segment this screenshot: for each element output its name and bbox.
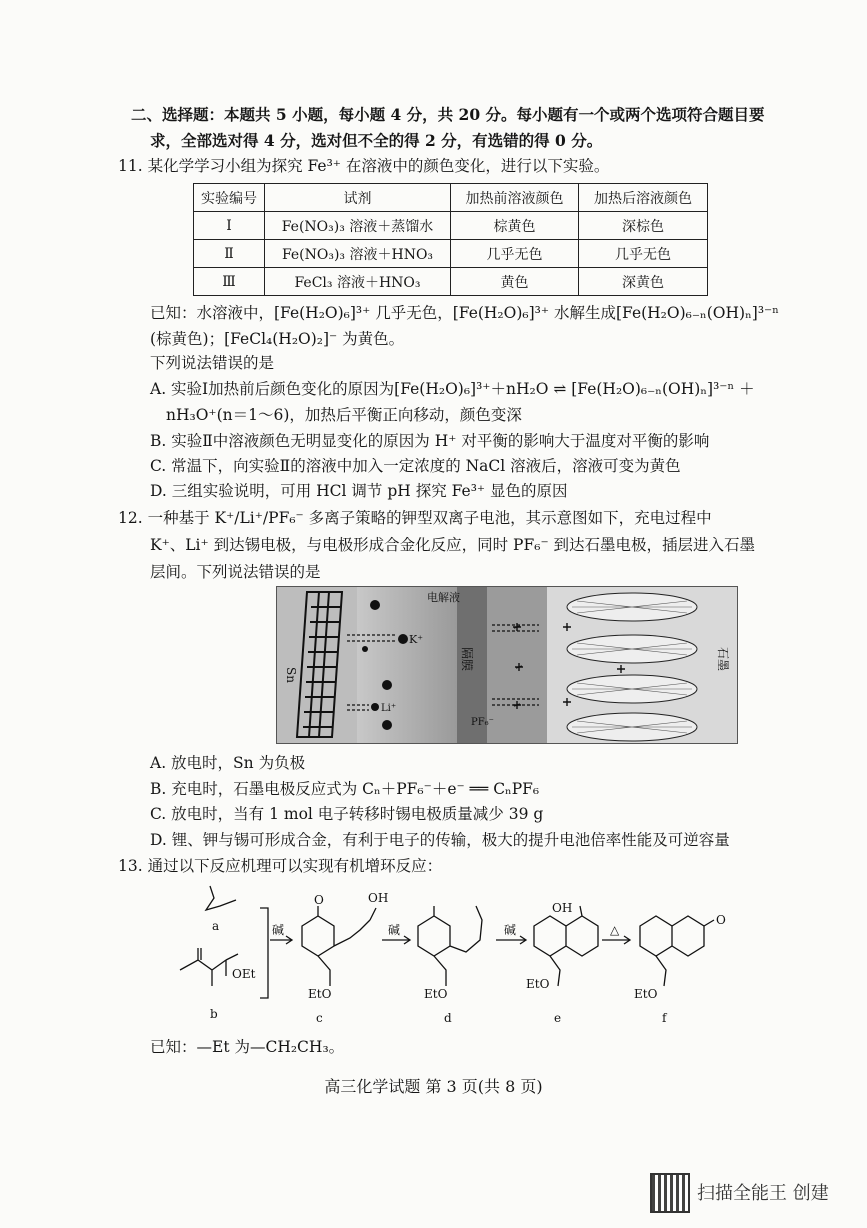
section-header-line2: 求，全部选对得 4 分，选对但不全的得 2 分，有选错的得 0 分。 bbox=[150, 131, 603, 150]
label-b: b bbox=[210, 1007, 218, 1021]
q11-option-b: B. 实验Ⅱ中溶液颜色无明显变化的原因为 H⁺ 对平衡的影响大于温度对平衡的影响 bbox=[150, 432, 710, 450]
section-header-line1: 二、选择题：本题共 5 小题，每小题 4 分，共 20 分。每小题有一个或两个选项符合题目要 bbox=[131, 105, 765, 124]
q13-known: 已知：—Et 为—CH₂CH₃。 bbox=[150, 1038, 345, 1056]
k-ion-ball bbox=[398, 634, 408, 644]
ion-ball bbox=[382, 680, 392, 690]
li-ion-ball bbox=[371, 703, 379, 711]
q11-option-c: C. 常温下，向实验Ⅱ的溶液中加入一定浓度的 NaCl 溶液后，溶液可变为黄色 bbox=[150, 457, 681, 475]
q12-option-a: A. 放电时，Sn 为负极 bbox=[150, 754, 306, 772]
table-cell: 几乎无色 bbox=[579, 240, 708, 268]
oh-label-c: OH bbox=[368, 891, 389, 905]
ion-ball bbox=[382, 720, 392, 730]
ion-ball bbox=[362, 646, 368, 652]
reaction-mechanism bbox=[140, 878, 740, 1028]
heat-symbol: △ bbox=[610, 923, 620, 937]
eto-label-f: EtO bbox=[634, 987, 658, 1001]
arrow-3 bbox=[496, 936, 526, 944]
table-header: 实验编号 bbox=[194, 184, 265, 212]
li-ion-label: Li⁺ bbox=[381, 703, 397, 714]
eto-label-c: EtO bbox=[308, 987, 332, 1001]
q12-option-d: D. 锂、钾与锡可形成合金，有利于电子的传输，极大的提升电池倍率性能及可逆容量 bbox=[150, 831, 730, 849]
q12-option-c: C. 放电时，当有 1 mol 电子转移时锡电极质量减少 39 g bbox=[150, 805, 544, 823]
structure-e bbox=[534, 906, 598, 986]
oh-label-e: OH bbox=[552, 901, 573, 915]
reagent-base-1: 碱 bbox=[272, 923, 285, 937]
q12-stem-2: K⁺、Li⁺ 到达锡电极，与电极形成合金化反应，同时 PF₆⁻ 到达石墨电极，插层进入石墨 bbox=[150, 536, 756, 554]
qr-code-icon bbox=[650, 1173, 690, 1213]
q12-stem-3: 层间。下列说法错误的是 bbox=[150, 563, 321, 581]
table-cell: Ⅱ bbox=[194, 240, 265, 268]
table-cell: 黄色 bbox=[451, 268, 579, 296]
scanner-watermark bbox=[650, 1171, 860, 1215]
eto-label-d: EtO bbox=[424, 987, 448, 1001]
label-a: a bbox=[212, 919, 220, 933]
pf6-ion-label: PF₆⁻ bbox=[471, 717, 494, 728]
q13-stem: 13. 通过以下反应机理可以实现有机增环反应： bbox=[118, 857, 443, 875]
label-e: e bbox=[554, 1011, 562, 1025]
structure-a bbox=[206, 886, 236, 910]
label-f: f bbox=[662, 1011, 667, 1025]
q11-option-d: D. 三组实验说明，可用 HCl 调节 pH 探究 Fe³⁺ 显色的原因 bbox=[150, 482, 568, 500]
q11-table bbox=[193, 183, 708, 296]
battery-diagram bbox=[276, 586, 738, 744]
table-row bbox=[194, 212, 708, 240]
graphite-electrode-label: 石墨 bbox=[716, 647, 730, 672]
arrow-1 bbox=[270, 936, 292, 944]
page-footer: 高三化学试题 第 3 页(共 8 页) bbox=[324, 1077, 543, 1096]
structure-d bbox=[418, 906, 482, 986]
oet-label: OEt bbox=[232, 967, 256, 981]
table-row bbox=[194, 240, 708, 268]
table-row bbox=[194, 268, 708, 296]
table-cell: Ⅰ bbox=[194, 212, 265, 240]
table-header: 加热前溶液颜色 bbox=[451, 184, 579, 212]
q12-option-b: B. 充电时，石墨电极反应式为 Cₙ＋PF₆⁻＋e⁻ ══ CₙPF₆ bbox=[150, 780, 540, 798]
q11-option-a-1: A. 实验Ⅰ加热前后颜色变化的原因为[Fe(H₂O)₆]³⁺＋nH₂O ⇌ [Fe(H₂O)₆₋ₙ(OH)ₙ]³⁻ⁿ ＋ bbox=[150, 380, 755, 398]
ketone-o-f: O bbox=[716, 913, 726, 927]
label-c: c bbox=[316, 1011, 323, 1025]
table-header-row bbox=[194, 184, 708, 212]
k-ion-label: K⁺ bbox=[409, 633, 424, 646]
ketone-o-c: O bbox=[314, 893, 324, 907]
bracket bbox=[260, 908, 268, 998]
eto-label-e: EtO bbox=[526, 977, 550, 991]
q11-stem: 11. 某化学学习小组为探究 Fe³⁺ 在溶液中的颜色变化，进行以下实验。 bbox=[118, 157, 610, 175]
q11-known-2: (棕黄色)；[FeCl₄(H₂O)₂]⁻ 为黄色。 bbox=[150, 330, 405, 348]
table-cell: 深黄色 bbox=[579, 268, 708, 296]
sn-electrode-label: Sn bbox=[284, 667, 298, 683]
table-cell: FeCl₃ 溶液＋HNO₃ bbox=[265, 268, 451, 296]
table-cell: Fe(NO₃)₃ 溶液＋蒸馏水 bbox=[265, 212, 451, 240]
ion-ball bbox=[370, 600, 380, 610]
q11-option-a-2: nH₃O⁺(n＝1～6)，加热后平衡正向移动，颜色变深 bbox=[166, 406, 522, 424]
table-header: 试剂 bbox=[265, 184, 451, 212]
arrow-4 bbox=[602, 936, 630, 944]
electrolyte-label: 电解液 bbox=[427, 591, 460, 604]
table-cell: Ⅲ bbox=[194, 268, 265, 296]
table-cell: 深棕色 bbox=[579, 212, 708, 240]
structure-b bbox=[180, 948, 238, 986]
table-cell: 几乎无色 bbox=[451, 240, 579, 268]
reagent-base-3: 碱 bbox=[504, 923, 517, 937]
table-cell: Fe(NO₃)₃ 溶液＋HNO₃ bbox=[265, 240, 451, 268]
structure-f bbox=[640, 916, 714, 986]
reagent-base-2: 碱 bbox=[388, 923, 401, 937]
q12-stem-1: 12. 一种基于 K⁺/Li⁺/PF₆⁻ 多离子策略的钾型双离子电池，其示意图如下，充电过程中 bbox=[118, 509, 712, 527]
table-header: 加热后溶液颜色 bbox=[579, 184, 708, 212]
arrow-2 bbox=[382, 936, 410, 944]
q11-ask: 下列说法错误的是 bbox=[150, 354, 275, 372]
table-cell: 棕黄色 bbox=[451, 212, 579, 240]
label-d: d bbox=[444, 1011, 452, 1025]
separator-label: 隔膜 bbox=[460, 647, 474, 672]
watermark-text: 扫描全能王 创建 bbox=[697, 1183, 829, 1204]
q11-known-1: 已知：水溶液中，[Fe(H₂O)₆]³⁺ 几乎无色，[Fe(H₂O)₆]³⁺ 水解生成[Fe(H₂O)₆₋ₙ(OH)ₙ]³⁻ⁿ bbox=[150, 304, 779, 322]
structure-c bbox=[302, 906, 376, 986]
